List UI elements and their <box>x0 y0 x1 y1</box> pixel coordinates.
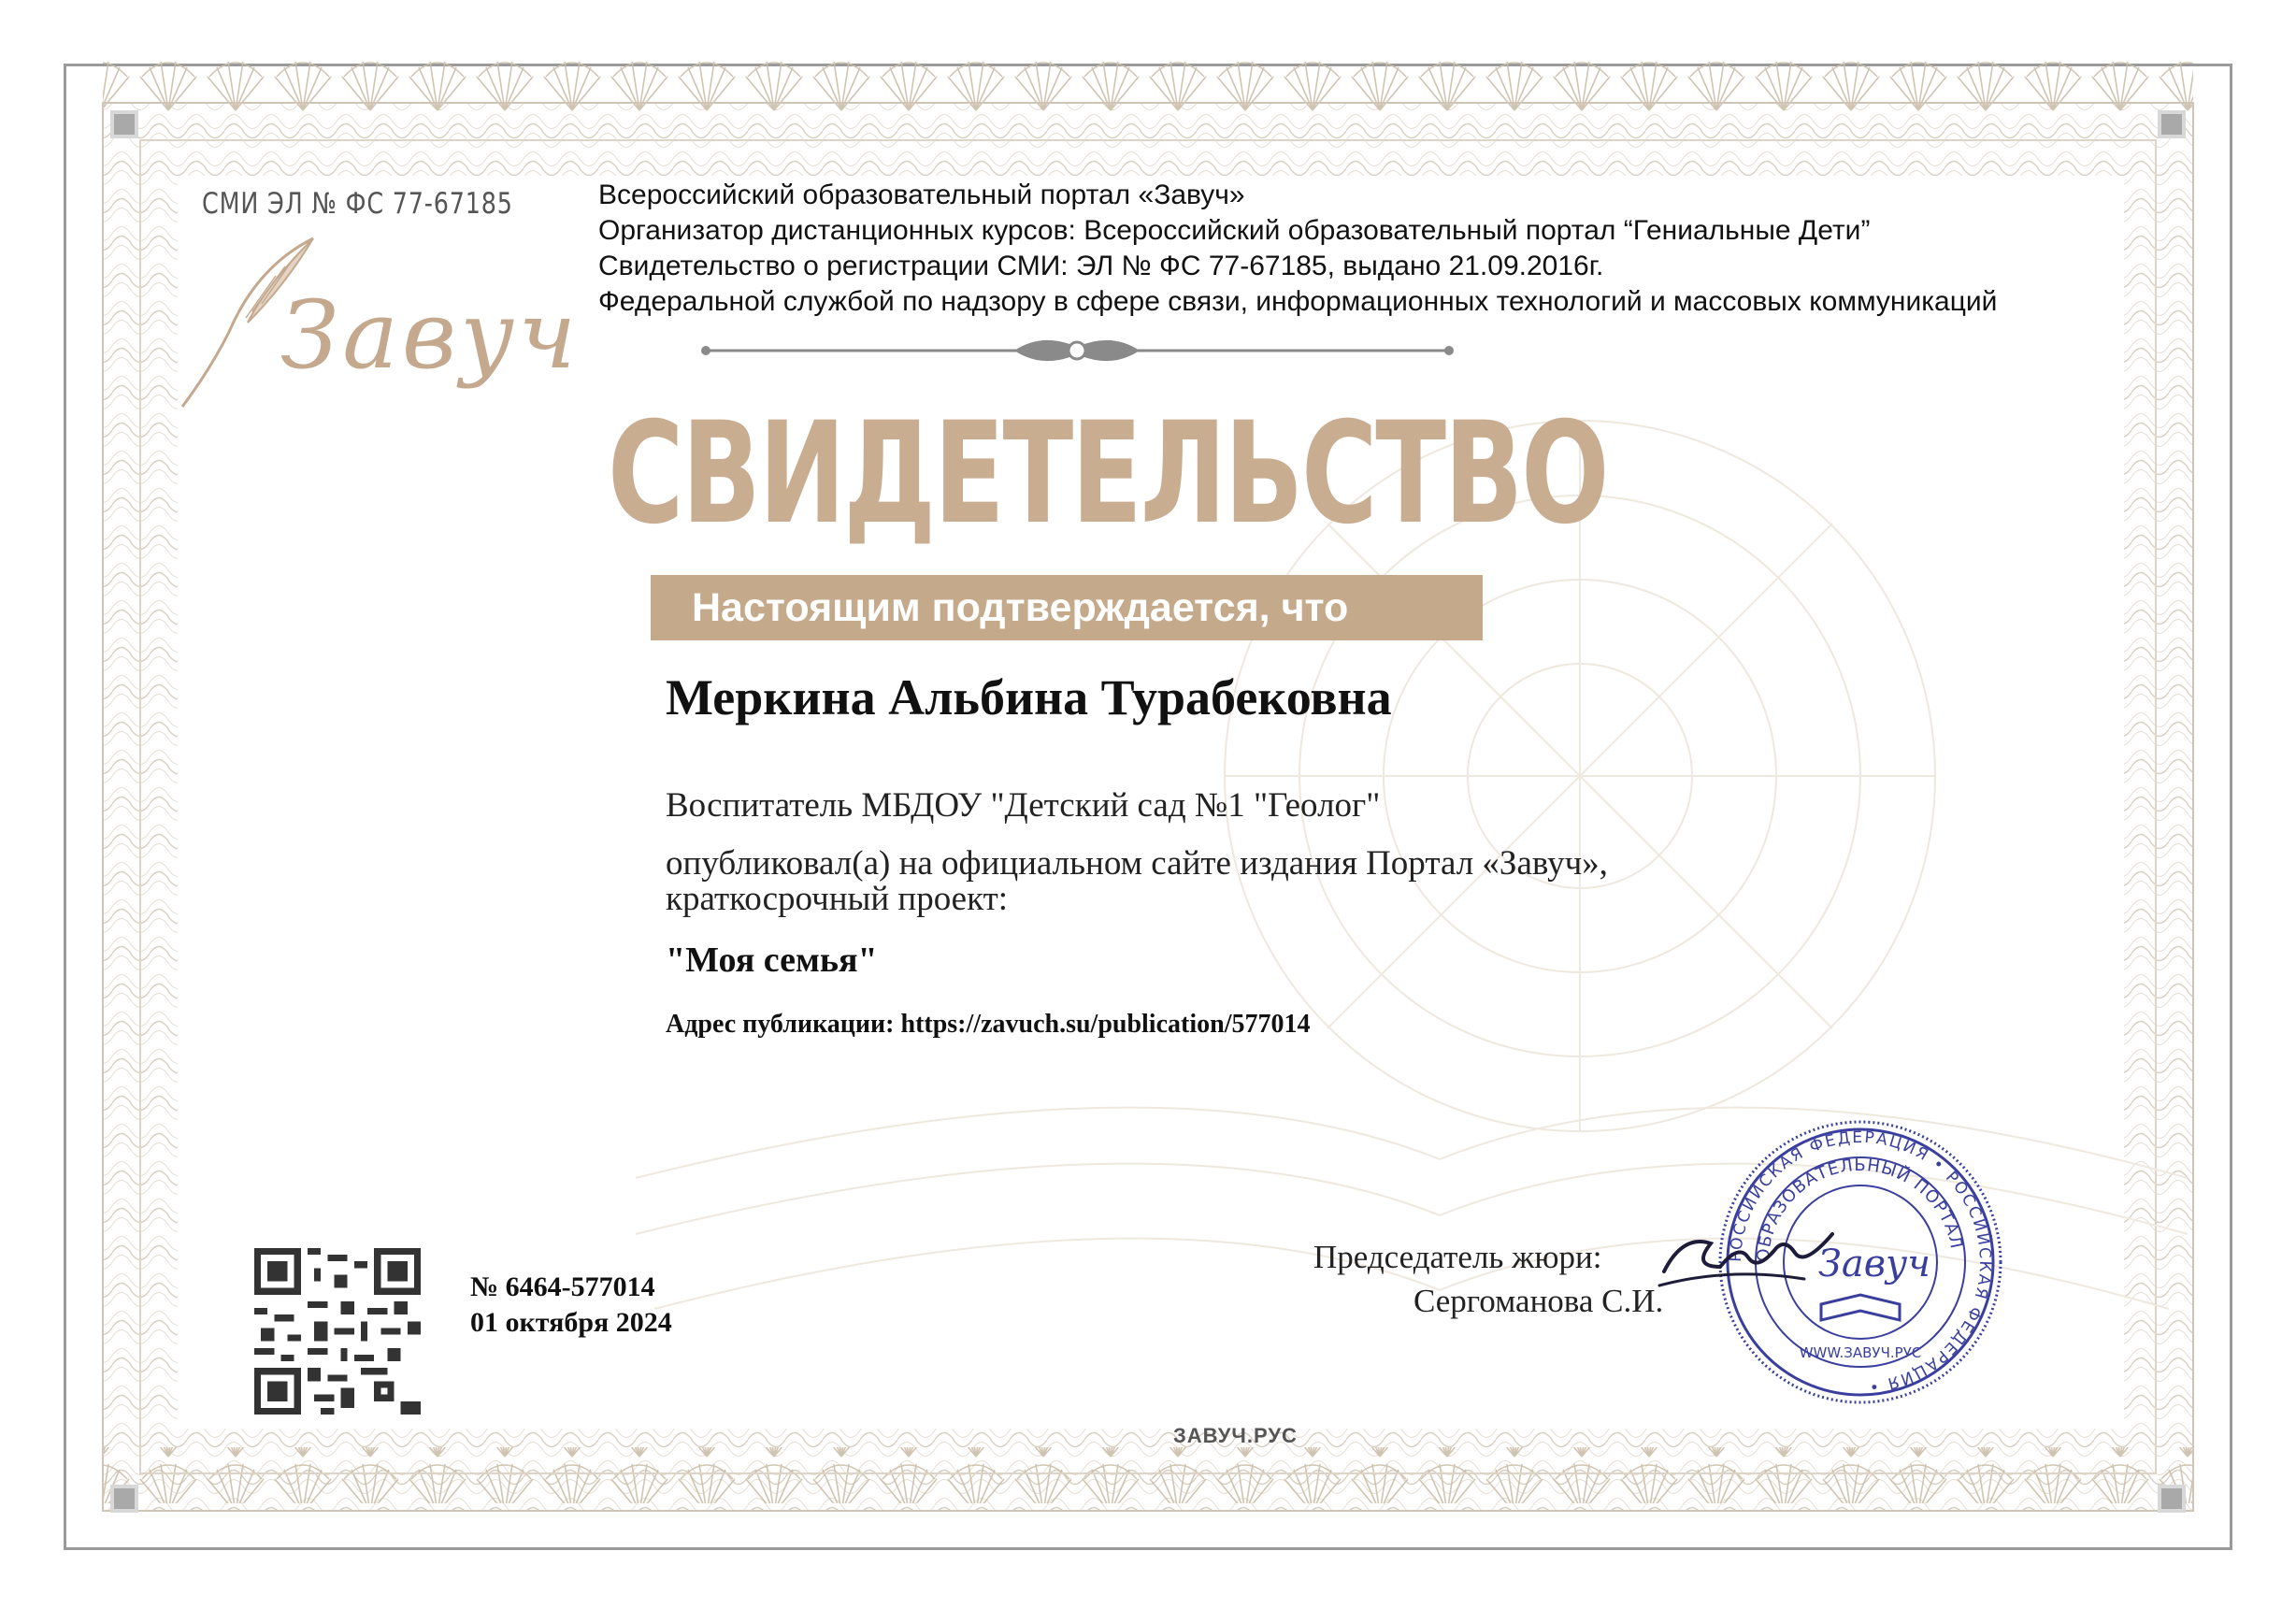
publication-line: краткосрочный проект: <box>666 880 1009 918</box>
jury-name: Сергоманова С.И. <box>1413 1283 1664 1319</box>
header-line: Всероссийский образовательный портал «Завуч» <box>598 180 1245 210</box>
header-line: Свидетельство о регистрации СМИ: ЭЛ № ФС 77-67185, выдано 21.09.2016г. <box>598 251 1604 281</box>
confirmation-banner-text: Настоящим подтверждается, что <box>692 585 1349 630</box>
document-meta <box>470 1270 672 1341</box>
document-date: 01 октября 2024 <box>470 1307 672 1338</box>
corner-ornament <box>110 1485 138 1513</box>
document-number: № 6464-577014 <box>470 1271 655 1302</box>
header-line: Федеральной службой по надзору в сфере связи, информационных технологий и массовых коммуникаций <box>598 286 1998 317</box>
ornamental-divider <box>696 332 1458 369</box>
seal-outer-text: РОССИЙСКАЯ ФЕДЕРАЦИЯ • РОССИЙСКАЯ ФЕДЕРАЦИЯ • <box>1726 1127 1995 1396</box>
footer-site: ЗАВУЧ.РУС <box>1173 1424 1298 1447</box>
corner-ornament <box>110 110 138 138</box>
jury-label: Председатель жюри: <box>1313 1239 1602 1275</box>
certificate-title: СВИДЕТЕЛЬСТВО <box>608 393 1608 555</box>
logo-wordmark: Завуч <box>280 280 581 390</box>
corner-ornament <box>2158 110 2186 138</box>
work-title: "Моя семья" <box>666 941 878 980</box>
publication-address: Адрес публикации: https://zavuch.su/publication/577014 <box>666 1010 1311 1039</box>
recipient-position: Воспитатель МБДОУ "Детский сад №1 "Геолог" <box>666 786 1381 825</box>
seal-site: WWW.ЗАВУЧ.РУС <box>1799 1344 1922 1361</box>
recipient-name: Меркина Альбина Турабековна <box>666 669 1392 725</box>
registration-badge: СМИ ЭЛ № ФС 77-67185 <box>202 187 513 221</box>
seal-center-word: Завуч <box>1817 1242 1931 1285</box>
publication-statement <box>666 846 1787 917</box>
header-info <box>598 178 1997 320</box>
signature <box>1655 1215 1842 1300</box>
seal-inner-text: ОБРАЗОВАТЕЛЬНЫЙ ПОРТАЛ <box>1753 1155 1967 1263</box>
header-line: Организатор дистанционных курсов: Всероссийский образовательный портал “Гениальные Дети” <box>598 215 1871 246</box>
publication-line: опубликовал(а) на официальном сайте издания Портал «Завуч», <box>666 844 1608 883</box>
qr-code <box>254 1248 421 1415</box>
corner-ornament <box>2158 1485 2186 1513</box>
